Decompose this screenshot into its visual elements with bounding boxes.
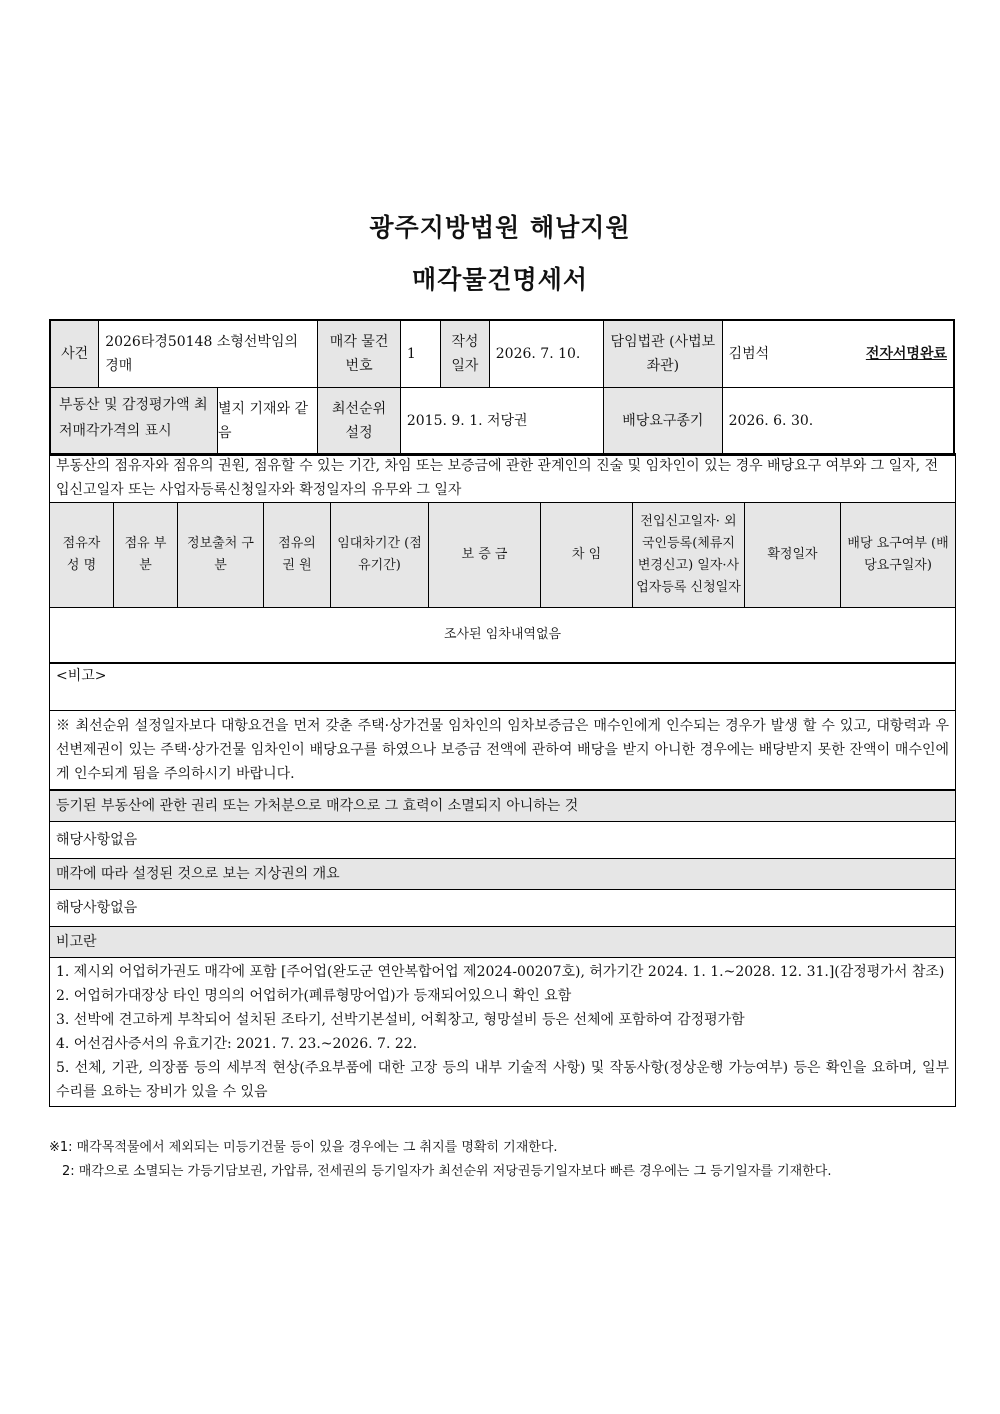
judge-label: 담임법관 (사법보좌관) <box>604 320 723 388</box>
note-item: 2. 어업허가대장상 타인 명의의 어업허가(폐류형망어업)가 등재되어있으니 확인 요함 <box>56 988 572 1004</box>
surface-label: 매각에 따라 설정된 것으로 보는 지상권의 개요 <box>50 859 956 890</box>
priority-value: 2015. 9. 1. 저당권 <box>400 388 603 456</box>
occupancy-table <box>49 453 956 1107</box>
note-item: 4. 어선검사증서의 유효기간: 2021. 7. 23.~2026. 7. 22. <box>56 1036 418 1052</box>
property-label: 부동산 및 감정평가액 최저매각가격의 표시 <box>51 388 218 454</box>
rights-value: 해당사항없음 <box>50 822 956 859</box>
warning-text: ※ 최선순위 설정일자보다 대항요건을 먼저 갖춘 주택·상가건물 임차인의 임차보증금은 매수인에게 인수되는 경우가 발생 할 수 있고, 대항력과 우선변제권이 있는 주택·상가건물 임차인이 배당요구를 하였으나 보증금 전액에 관하여 배당을 받지 아니한 경우에는 배당받지 못한 잔액이 매수인에게 인수되게 됨을 주의하시기 바랍니다. <box>50 711 956 791</box>
header-part: 점유 부분 <box>114 503 178 608</box>
footnote-2: 2: 매각으로 소멸되는 가등기담보권, 가압류, 전세권의 등기일자가 최선순위 저당권등기일자보다 빠른 경우에는 그 등기일자를 기재한다. <box>62 1164 832 1179</box>
note-item: 3. 선박에 견고하게 부착되어 설치된 조타기, 선박기본설비, 어획창고, 형망설비 등은 선체에 포함하여 감정평가함 <box>56 1012 745 1028</box>
date-value: 2026. 7. 10. <box>489 320 603 388</box>
note-item: 1. 제시외 어업허가권도 매각에 포함 [주어업(완도군 연안복합어업 제2024-00207호), 허가기간 2024. 1. 1.~2028. 12. 31.](감정평가서 참조) <box>56 964 945 980</box>
header-rent: 차 임 <box>541 503 633 608</box>
note-item: 5. 선체, 기관, 의장품 등의 세부적 현상(주요부품에 대한 고장 등의 내부 기술적 사항) 및 작동사항(정상운행 가능여부) 등은 확인을 요하며, 일부 수리를 요하는 장비가 있을 수 있음 <box>56 1060 950 1100</box>
judge-value: 김범석 <box>728 346 770 362</box>
surface-value: 해당사항없음 <box>50 890 956 927</box>
rights-label: 등기된 부동산에 관한 권리 또는 가처분으로 매각으로 그 효력이 소멸되지 아니하는 것 <box>50 790 956 822</box>
occupancy-title: 부동산의 점유자와 점유의 권원, 점유할 수 있는 기간, 차임 또는 보증금에 관한 관계인의 진술 및 임차인이 있는 경우 배당요구 여부와 그 일자, 전입신고일자 또는 사업자등록신청일자와 확정일자의 유무와 그 일자 <box>50 454 956 503</box>
footnote-1: ※1: 매각목적물에서 제외되는 미등기건물 등이 있을 경우에는 그 취지를 명확히 기재한다. <box>49 1140 558 1155</box>
priority-label: 최선순위 설정 <box>318 388 401 456</box>
case-value: 2026타경50148 소형선박임의경매 <box>99 320 318 388</box>
court-title: 광주지방법원 해남지원 <box>369 213 631 242</box>
property-cell <box>50 388 318 456</box>
deadline-label: 배당요구종기 <box>604 388 723 456</box>
item-no-value: 1 <box>400 320 440 388</box>
header-period: 임대차기간 (점유기간) <box>331 503 429 608</box>
no-lease-note: 조사된 임차내역없음 <box>50 608 956 664</box>
remarks-label: <비고> <box>56 668 107 684</box>
header-occupant: 점유자 성 명 <box>50 503 114 608</box>
item-no-label: 매각 물건번호 <box>318 320 401 388</box>
property-value: 별지 기재와 같음 <box>218 388 317 454</box>
case-info-table <box>49 319 955 456</box>
header-source: 정보출처 구 분 <box>178 503 264 608</box>
notes-list <box>50 958 956 1107</box>
header-right: 점유의 권 원 <box>264 503 331 608</box>
deadline-value: 2026. 6. 30. <box>722 388 954 456</box>
header-registration-date: 전입신고일자· 외국인등록(체류지변경신고) 일자·사업자등록 신청일자 <box>633 503 745 608</box>
notes-label: 비고란 <box>50 927 956 958</box>
header-deposit: 보 증 금 <box>429 503 541 608</box>
case-label: 사건 <box>50 320 99 388</box>
date-label: 작성 일자 <box>441 320 490 388</box>
judge-cell <box>722 320 954 388</box>
e-signature: 전자서명완료 <box>865 346 947 362</box>
remarks-cell <box>50 663 956 711</box>
document-title: 매각물건명세서 <box>411 265 589 294</box>
header-dividend: 배당 요구여부 (배당요구일자) <box>841 503 956 608</box>
header-confirm-date: 확정일자 <box>745 503 841 608</box>
